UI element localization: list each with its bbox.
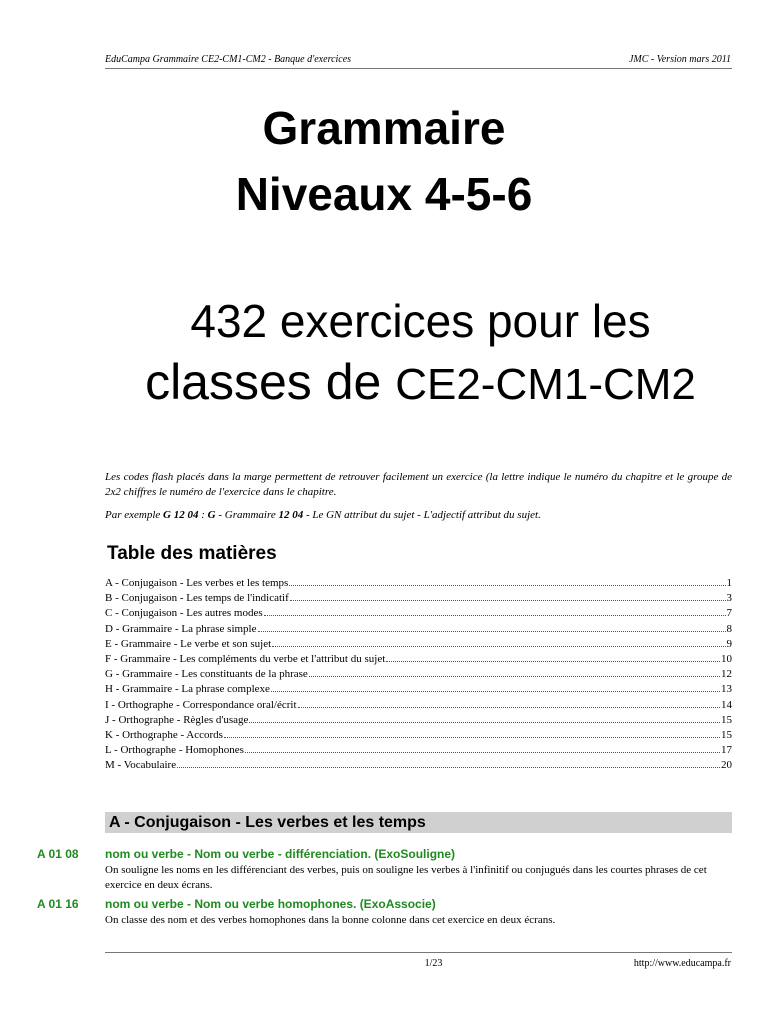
toc-entry-page: 8 <box>726 622 732 635</box>
toc-leader-dots <box>289 585 725 586</box>
example-code: G 12 04 <box>163 509 199 521</box>
header-left-text: EduCampa Grammaire CE2-CM1-CM2 - Banque d'exercices <box>105 54 352 65</box>
toc-entry[interactable] <box>105 606 732 621</box>
toc-entry-label: G - Grammaire - Les constituants de la phrase <box>105 668 308 681</box>
toc-leader-dots <box>249 722 720 723</box>
toc-leader-dots <box>290 600 726 601</box>
toc-leader-dots <box>298 707 720 708</box>
toc-leader-dots <box>224 737 720 738</box>
subtitle-line-2-classes: CE2-CM1-CM2 <box>395 360 696 409</box>
toc-entry-label: J - Orthographe - Règles d'usage <box>105 713 249 726</box>
toc-entry-page: 14 <box>721 698 732 711</box>
document-title-line-1: Grammaire <box>262 102 506 154</box>
toc-leader-dots <box>245 752 720 753</box>
exercise-title[interactable]: nom ou verbe - Nom ou verbe - différenciation. (ExoSouligne) <box>105 847 456 861</box>
toc-entry[interactable] <box>105 743 732 758</box>
toc-leader-dots <box>264 615 726 616</box>
toc-entry-page: 15 <box>721 713 732 726</box>
toc-entry-label: H - Grammaire - La phrase complexe <box>105 683 270 696</box>
toc-entry-page: 13 <box>721 683 732 696</box>
toc-leader-dots <box>177 767 720 768</box>
toc-leader-dots <box>309 676 720 677</box>
footer-divider <box>105 952 732 953</box>
footer-page-number: 1/23 <box>424 958 443 969</box>
example-number: 12 04 <box>278 509 304 521</box>
example-prefix: Par exemple <box>105 509 164 521</box>
toc-leader-dots <box>271 691 720 692</box>
example-sep-1: : <box>198 509 208 521</box>
toc-entry-page: 20 <box>721 759 732 772</box>
toc-entry-label: L - Orthographe - Homophones <box>105 744 244 757</box>
toc-entry[interactable] <box>105 652 732 667</box>
exercise-description: On classe des nom et des verbes homophones dans la bonne colonne dans cet exercice en deux écrans. <box>105 914 556 926</box>
toc-entry[interactable] <box>105 667 732 682</box>
toc-entry-label: I - Orthographe - Correspondance oral/écrit <box>105 698 297 711</box>
toc-entry-label: K - Orthographe - Accords <box>105 728 223 741</box>
toc-leader-dots <box>386 661 720 662</box>
toc-entry-page: 1 <box>726 577 732 589</box>
intro-paragraph: Les codes flash placés dans la marge permettent de retrouver facilement un exercice (la lettre indique le numéro du chapitre et le groupe de 2x2 chiffres le numéro de l'exercice dans le chapitre. <box>105 471 732 498</box>
toc-entry-label: A - Conjugaison - Les verbes et les temps <box>105 577 289 589</box>
toc-leader-dots <box>258 631 726 632</box>
footer-url-link[interactable]: http://www.educampa.fr <box>633 958 731 969</box>
toc-entry-page: 15 <box>721 728 732 741</box>
exercise-code: A 01 16 <box>37 897 79 911</box>
toc-entry-page: 12 <box>721 668 732 681</box>
example-suffix: - Le GN attribut du sujet - L'adjectif attribut du sujet. <box>303 509 541 521</box>
toc-entry[interactable] <box>105 698 732 713</box>
subtitle-line-1: 432 exercices pour les <box>190 295 651 347</box>
toc-entry[interactable] <box>105 591 732 606</box>
subtitle-line-2-prefix: classes de <box>145 354 396 410</box>
section-title: A - Conjugaison - Les verbes et les temps <box>109 814 426 831</box>
toc-entry[interactable] <box>105 682 732 697</box>
toc-list <box>105 576 732 773</box>
toc-entry-label: M - Vocabulaire <box>105 759 177 772</box>
toc-entry-label: F - Grammaire - Les compléments du verbe et l'attribut du sujet <box>105 652 386 665</box>
toc-entry-label: C - Conjugaison - Les autres modes <box>105 607 263 620</box>
toc-entry[interactable] <box>105 622 732 637</box>
exercise-code: A 01 08 <box>37 847 79 861</box>
toc-entry-label: E - Grammaire - Le verbe et son sujet <box>105 637 272 650</box>
exercise-title[interactable]: nom ou verbe - Nom ou verbe homophones. (ExoAssocie) <box>105 897 436 911</box>
toc-entry[interactable] <box>105 576 732 591</box>
example-letter: G <box>207 509 216 521</box>
toc-entry-page: 10 <box>721 652 732 665</box>
section-header-bar <box>105 812 732 833</box>
toc-entry[interactable] <box>105 728 732 743</box>
toc-entry[interactable] <box>105 637 732 652</box>
subtitle-line-2 <box>0 354 768 413</box>
toc-entry-page: 17 <box>721 744 732 757</box>
example-paragraph <box>105 508 732 523</box>
toc-entry[interactable] <box>105 713 732 728</box>
toc-entry[interactable] <box>105 758 732 773</box>
toc-entry-page: 3 <box>726 592 732 605</box>
document-title-line-2: Niveaux 4-5-6 <box>235 168 533 220</box>
example-sep-2: - Grammaire <box>215 509 279 521</box>
toc-entry-page: 7 <box>726 607 732 620</box>
header-right-text: JMC - Version mars 2011 <box>628 54 731 65</box>
toc-leader-dots <box>272 646 725 647</box>
toc-title: Table des matières <box>107 543 277 564</box>
toc-entry-page: 9 <box>726 637 732 650</box>
header-divider <box>105 68 732 69</box>
exercise-description: On souligne les noms en les différenciant des verbes, puis on souligne les verbes à l'infinitif ou conjugués dans les courtes phrases de cet exercice en deux écrans. <box>105 864 707 891</box>
toc-entry-label: D - Grammaire - La phrase simple <box>105 622 257 635</box>
toc-entry-label: B - Conjugaison - Les temps de l'indicatif <box>105 592 289 605</box>
